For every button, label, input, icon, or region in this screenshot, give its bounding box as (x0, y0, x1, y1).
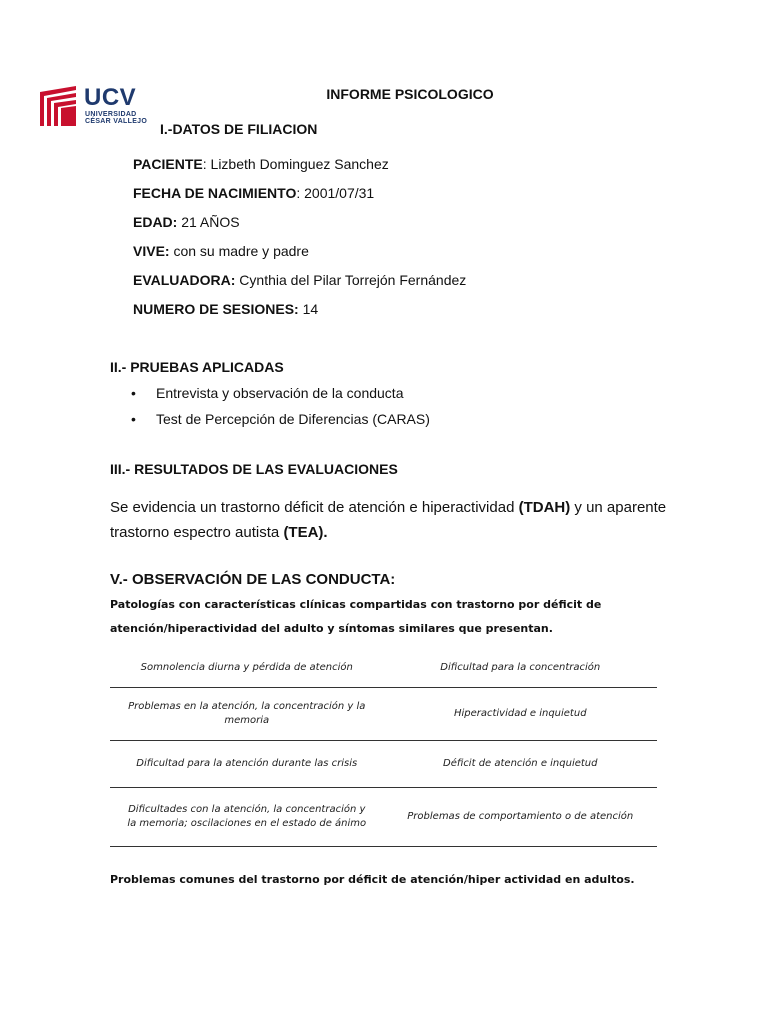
field-value: 14 (298, 301, 319, 317)
table-row (110, 687, 657, 740)
field-paciente (133, 156, 389, 172)
field-fecha-nacimiento (133, 185, 374, 201)
table-caption: Problemas comunes del trastorno por déficit de atención/hiper actividad en adultos. (110, 873, 635, 886)
section-1-heading: I.-DATOS DE FILIACION (160, 121, 318, 137)
field-value: 21 AÑOS (177, 214, 240, 230)
tests-list (110, 384, 430, 436)
field-label: FECHA DE NACIMIENTO (133, 185, 297, 201)
logo-line-2: CÉSAR VALLEJO (85, 118, 148, 125)
field-label: EVALUADORA: (133, 272, 236, 288)
table-cell: Somnolencia diurna y pérdida de atención (110, 650, 384, 687)
logo-line-1: UNIVERSIDAD (85, 111, 137, 118)
table-cell: Hiperactividad e inquietud (384, 687, 658, 740)
field-vive (133, 243, 309, 259)
table-row (110, 650, 657, 687)
report-title: INFORME PSICOLOGICO (326, 86, 494, 102)
field-label: NUMERO DE SESIONES: (133, 301, 299, 317)
field-value: con su madre y padre (169, 243, 309, 259)
section-5-heading: V.- OBSERVACIÓN DE LAS CONDUCTA: (110, 571, 396, 588)
results-text-2: y un aparente trastorno espectro autista (110, 499, 667, 541)
results-text-1: Se evidencia un trastorno déficit de atención e hiperactividad (110, 499, 519, 516)
section-2-heading: II.- PRUEBAS APLICADAS (110, 359, 284, 375)
field-label: EDAD: (133, 214, 178, 230)
field-numero-sesiones (133, 301, 318, 317)
table-cell: Problemas de comportamiento o de atención (384, 787, 658, 846)
field-value: Cynthia del Pilar Torrejón Fernández (235, 272, 467, 288)
table-cell: Dificultad para la concentración (384, 650, 658, 687)
observation-intro-line-2: atención/hiperactividad del adulto y síntomas similares que presentan. (110, 622, 553, 635)
field-value: : Lizbeth Dominguez Sanchez (202, 156, 389, 172)
field-label: VIVE: (133, 243, 170, 259)
field-edad (133, 214, 240, 230)
table-cell: Dificultad para la atención durante las crisis (110, 740, 384, 787)
table-cell: Dificultades con la atención, la concentración y la memoria; oscilaciones en el estado de ánimo (110, 787, 384, 846)
results-paragraph (110, 495, 670, 545)
list-item: • Test de Percepción de Diferencias (CARAS) (110, 410, 430, 436)
field-evaluadora (133, 272, 466, 288)
table-cell: Déficit de atención e inquietud (384, 740, 658, 787)
results-bold-tea: (TEA). (283, 524, 328, 541)
results-bold-tdah: (TDAH) (518, 499, 571, 516)
section-3-heading: III.- RESULTADOS DE LAS EVALUACIONES (110, 461, 398, 477)
table-row (110, 740, 657, 787)
list-item: • Entrevista y observación de la conducta (110, 384, 430, 410)
logo-acronym: UCV (84, 84, 137, 111)
table-cell: Problemas en la atención, la concentración y la memoria (110, 687, 384, 740)
observation-intro-line-1: Patologías con características clínicas compartidas con trastorno por déficit de (110, 598, 602, 611)
observation-table (110, 650, 657, 847)
field-label: PACIENTE (133, 156, 203, 172)
field-value: : 2001/07/31 (296, 185, 375, 201)
table-row (110, 787, 657, 846)
